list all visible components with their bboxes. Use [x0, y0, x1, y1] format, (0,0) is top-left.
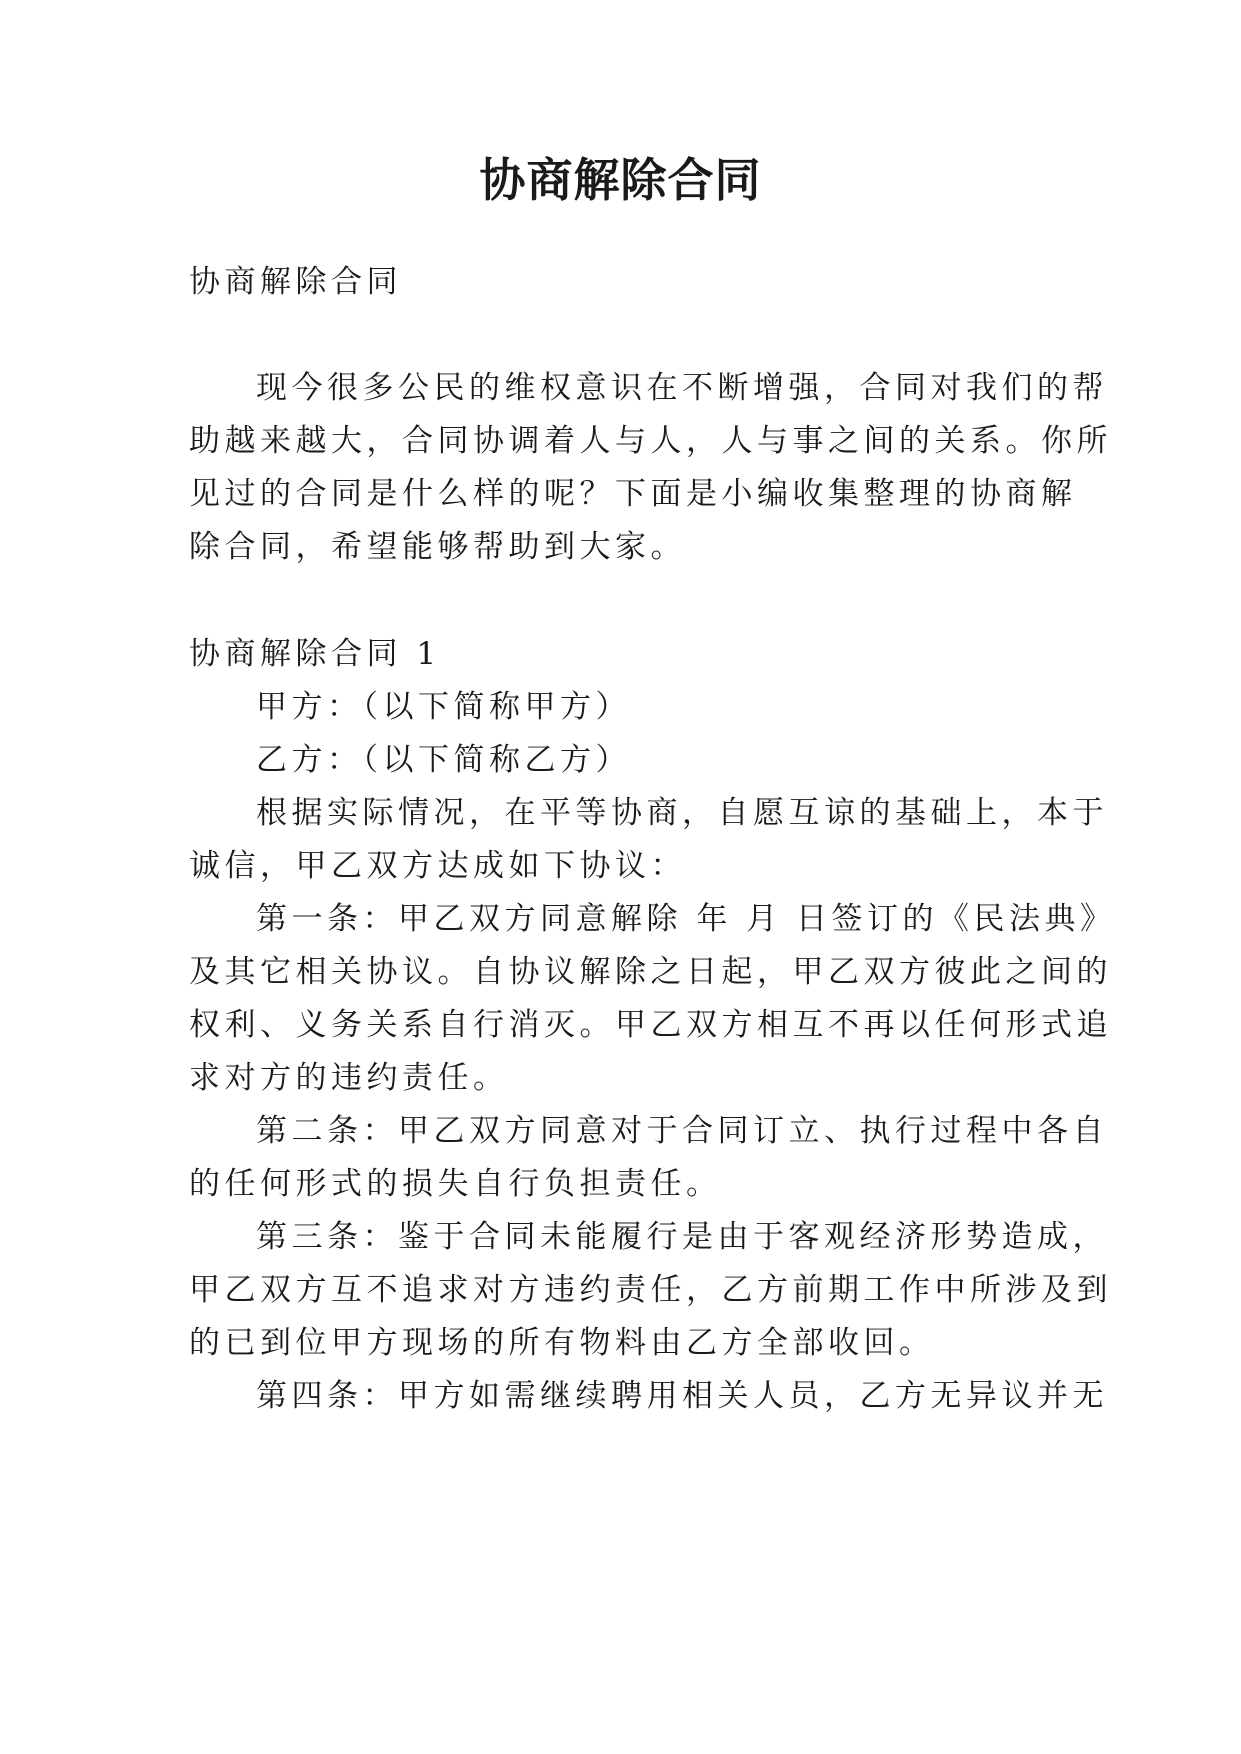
article-3-line-1: 第三条：鉴于合同未能履行是由于客观经济形势造成，: [256, 1219, 1108, 1255]
article-1-line-4: 求对方的违约责任。: [189, 1060, 509, 1096]
article-2-line-1: 第二条：甲乙双方同意对于合同订立、执行过程中各自: [256, 1113, 1108, 1149]
preamble-line-1: 根据实际情况，在平等协商，自愿互谅的基础上，本于: [256, 795, 1108, 831]
preamble-line-2: 诚信，甲乙双方达成如下协议：: [189, 848, 686, 884]
subtitle: 协商解除合同: [189, 264, 402, 300]
article-2-line-2: 的任何形式的损失自行负担责任。: [189, 1166, 722, 1202]
article-1-line-3: 权利、义务关系自行消灭。甲乙双方相互不再以任何形式追: [189, 1007, 1112, 1043]
document-title: 协商解除合同: [479, 153, 762, 207]
intro-line-2: 助越来越大，合同协调着人与人，人与事之间的关系。你所: [189, 423, 1112, 459]
party-b: 乙方：（以下简称乙方）: [256, 742, 631, 778]
article-3-line-3: 的已到位甲方现场的所有物料由乙方全部收回。: [189, 1325, 935, 1361]
article-4-line-1: 第四条：甲方如需继续聘用相关人员，乙方无异议并无: [256, 1378, 1108, 1414]
article-1-line-2: 及其它相关协议。自协议解除之日起，甲乙双方彼此之间的: [189, 954, 1112, 990]
party-a: 甲方：（以下简称甲方）: [256, 689, 631, 725]
intro-line-1: 现今很多公民的维权意识在不断增强，合同对我们的帮: [256, 370, 1108, 406]
intro-line-3: 见过的合同是什么样的呢？下面是小编收集整理的协商解: [189, 476, 1077, 512]
article-3-line-2: 甲乙双方互不追求对方违约责任，乙方前期工作中所涉及到: [189, 1272, 1112, 1308]
intro-line-4: 除合同，希望能够帮助到大家。: [189, 529, 686, 565]
section-heading: 协商解除合同 1: [189, 636, 441, 672]
article-1-line-1: 第一条：甲乙双方同意解除 年 月 日签订的《民法典》: [256, 901, 1116, 937]
